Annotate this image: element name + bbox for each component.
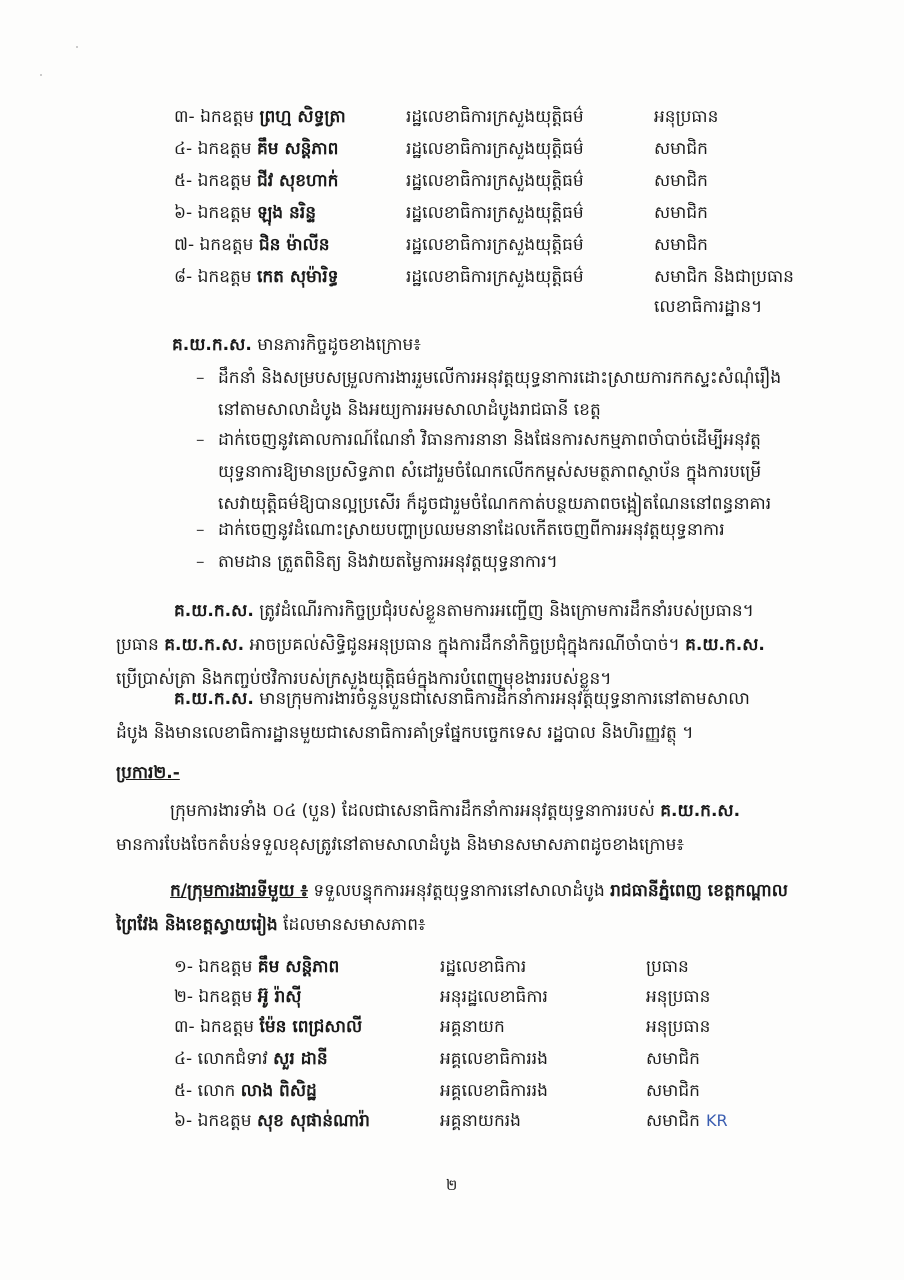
- member-row: [0, 1048, 904, 1078]
- member-title: លោក: [197, 1081, 236, 1101]
- member-row: [0, 234, 904, 264]
- member-role: អគ្គលេខាធិការរង: [440, 1081, 548, 1101]
- group-one-description: [116, 874, 836, 942]
- member-position: សមាជិក: [654, 139, 708, 159]
- member-role: រដ្ឋលេខាធិការ: [440, 957, 527, 977]
- committee-abbreviation: គ.យ.ក.ស.: [174, 689, 254, 709]
- member-row-continuation: [0, 296, 904, 326]
- member-position: អនុប្រធាន: [646, 987, 711, 1007]
- committee-abbreviation: គ.យ.ក.ស.: [174, 601, 254, 621]
- member-title: ឯកឧត្តម: [197, 171, 252, 191]
- duty-line: យុទ្ធនាការឱ្យមានប្រសិទ្ធភាព សំដៅរួមចំណែកលើកកម្ពស់សមត្ថភាពស្ថាប័ន ក្នុងការបម្រើ: [218, 462, 762, 482]
- paragraph-text: ដំបូង និងមានលេខាធិការដ្ឋានមួយជាសេនាធិការគាំទ្រផ្នែកបច្ចេកទេស រដ្ឋបាល និងហិរញ្ញវត្ថុ ។: [116, 723, 694, 743]
- paragraph-text: មានការបែងចែកតំបន់ទទួលខុសត្រូវនៅតាមសាលាដំបូង និងមានសមាសភាពដូចខាងក្រោម៖: [116, 835, 684, 855]
- member-title: ឯកឧត្តម: [197, 267, 252, 287]
- paragraph-text: ក្រុមការងារទាំង ០៤ (បួន) ដែលជាសេនាធិការដឹកនាំការអនុវត្តយុទ្ធនាការរបស់: [170, 801, 661, 821]
- member-number: ៥-: [174, 171, 193, 191]
- member-number: ៦-: [174, 203, 193, 223]
- member-number: ៣-: [174, 1017, 195, 1037]
- member-role: រដ្ឋលេខាធិការក្រសួងយុត្តិធម៌: [406, 203, 584, 223]
- scan-speck: [76, 46, 78, 48]
- committee-abbreviation: គ.យ.ក.ស.: [172, 335, 252, 355]
- member-row: [0, 138, 904, 168]
- article-heading: ប្រការ២.-: [116, 763, 180, 783]
- member-number: ៥-: [174, 1081, 193, 1101]
- region-names: ព្រៃវែង និងខេត្តស្វាយរៀង: [116, 915, 278, 935]
- member-role: រដ្ឋលេខាធិការក្រសួងយុត្តិធម៌: [406, 139, 584, 159]
- paragraph-text: ប្រើប្រាស់ត្រា និងកញ្ចប់ថវិការបស់ក្រសួងយុត្តិធម៌ក្នុងការបំពេញមុខងាររបស់ខ្លួន។: [116, 669, 612, 689]
- member-title: ឯកឧត្តម: [197, 139, 252, 159]
- member-name: គឹម សន្តិភាព: [256, 139, 339, 159]
- member-title: ឯកឧត្តម: [197, 203, 252, 223]
- committee-abbreviation: គ.យ.ក.ស.: [164, 635, 245, 655]
- member-row: [0, 106, 904, 136]
- paragraph-text: ត្រូវដំណើរការកិច្ចប្រជុំរបស់ខ្លួនតាមការអញ្ជើញ និងក្រោមការដឹកនាំរបស់ប្រធាន។: [253, 601, 754, 621]
- member-position: សមាជិក និងជាប្រធាន: [654, 267, 794, 287]
- member-name: គឹម សន្តិភាព: [257, 957, 340, 977]
- duty-line: ដឹកនាំ និងសម្របសម្រួលការងាររួមលើការអនុវត្តយុទ្ធនាការដោះស្រាយការកកស្ទះសំណុំរឿង: [218, 368, 782, 388]
- member-position: សមាជិក: [646, 1049, 700, 1069]
- article-body: [116, 794, 836, 862]
- dash-bullet-icon: –: [196, 520, 205, 540]
- member-name: ព្រហ្ម សិទ្ធត្រា: [259, 107, 346, 127]
- member-number: ៤-: [174, 1049, 193, 1069]
- member-role: រដ្ឋលេខាធិការក្រសួងយុត្តិធម៌: [406, 235, 584, 255]
- member-number: ៣-: [174, 107, 195, 127]
- paragraph-text: ទទួលបន្ទុកការអនុវត្តយុទ្ធនាការនៅសាលាដំបូង: [307, 881, 611, 901]
- member-role: អនុរដ្ឋលេខាធិការ: [440, 987, 548, 1007]
- member-number: ៦-: [174, 1111, 193, 1131]
- member-position: សមាជិក: [654, 203, 708, 223]
- dash-bullet-icon: –: [196, 368, 205, 388]
- member-title: ឯកឧត្តម: [199, 235, 254, 255]
- member-number: ៤-: [174, 139, 193, 159]
- member-position: អនុប្រធាន: [654, 107, 719, 127]
- member-name: លាង ពិសិដ្ឋ: [240, 1081, 317, 1101]
- member-title: ឯកឧត្តម: [200, 1017, 255, 1037]
- member-row: [0, 986, 904, 1016]
- member-name: សុខ សុផាន់ណារ៉ា: [256, 1111, 370, 1131]
- member-number: ៨-: [174, 267, 193, 287]
- handwritten-initials: KR: [705, 1111, 728, 1130]
- duty-line: នៅតាមសាលាដំបូង និងអយ្យការអមសាលាដំបូងរាជធានី ខេត្ត: [218, 400, 601, 420]
- member-number: ១-: [174, 957, 194, 977]
- member-name: ជីវ សុខហាក់: [256, 171, 339, 191]
- member-row: [0, 956, 904, 986]
- member-position-continued: លេខាធិការដ្ឋាន។: [654, 297, 763, 317]
- paragraph-text: អាចប្រគល់សិទ្ធិជូនអនុប្រធាន ក្នុងការដឹកនាំកិច្ចប្រជុំក្នុងករណីចាំបាច់។: [244, 635, 686, 655]
- member-position: សមាជិក: [654, 171, 708, 191]
- duties-intro: [172, 334, 421, 359]
- member-title: លោកជំទាវ: [197, 1049, 268, 1069]
- member-number: ២-: [174, 987, 194, 1007]
- member-position: សមាជិក: [654, 235, 708, 255]
- duty-line: ដាក់ចេញនូវដំណោះស្រាយបញ្ហាប្រឈមនានាដែលកើតចេញពីការអនុវត្តយុទ្ធនាការ: [218, 520, 725, 540]
- paragraph-text: ដែលមានសមាសភាព៖: [277, 915, 426, 935]
- member-position: អនុប្រធាន: [646, 1017, 711, 1037]
- member-role: រដ្ឋលេខាធិការក្រសួងយុត្តិធម៌: [406, 171, 584, 191]
- member-role: អគ្គនាយករង: [440, 1111, 521, 1131]
- member-title: ឯកឧត្តម: [198, 987, 253, 1007]
- member-row: [0, 1110, 904, 1140]
- scan-speck: [40, 74, 42, 76]
- duties-intro-text: មានភារកិច្ចដូចខាងក្រោម៖: [251, 335, 421, 355]
- duty-line: តាមដាន ត្រួតពិនិត្យ និងវាយតម្លៃការអនុវត្តយុទ្ធនាការ។: [218, 552, 558, 572]
- duty-line: សេវាយុត្តិធម៌ឱ្យបានល្អប្រសើរ ក៏ដូចជារួមចំណែកកាត់បន្ថយភាពចង្អៀតណែននៅពន្ធនាគារ: [218, 494, 772, 514]
- member-role: អគ្គលេខាធិការរង: [440, 1049, 548, 1069]
- region-names: រាជធានីភ្នំពេញ ខេត្តកណ្ដាល: [610, 881, 788, 901]
- page-number: ២: [446, 1176, 458, 1194]
- member-row: [0, 1080, 904, 1110]
- member-row: [0, 202, 904, 232]
- member-title: ឯកឧត្តម: [198, 957, 253, 977]
- member-name: ឡុង នរិន្ទ: [256, 203, 316, 223]
- duty-line: ដាក់ចេញនូវគោលការណ៍ណែនាំ វិធានការនានា និងផែនការសកម្មភាពចាំបាច់ដើម្បីអនុវត្ត: [218, 430, 761, 450]
- member-role: រដ្ឋលេខាធិការក្រសួងយុត្តិធម៌: [406, 267, 584, 287]
- dash-bullet-icon: –: [196, 552, 205, 572]
- member-name: ជិន ម៉ាលីន: [258, 235, 330, 255]
- member-row: [0, 170, 904, 200]
- member-role: អគ្គនាយក: [440, 1017, 505, 1037]
- committee-abbreviation: គ.យ.ក.ស.: [660, 801, 741, 821]
- paragraph-text: មានក្រុមការងារចំនួនបួនជាសេនាធិការដឹកនាំការអនុវត្តយុទ្ធនាការនៅតាមសាលា: [253, 689, 750, 709]
- member-name: ម៉ែន ពេជ្រសាលី: [259, 1017, 363, 1037]
- member-role: រដ្ឋលេខាធិការក្រសួងយុត្តិធម៌: [406, 107, 584, 127]
- group-label: ក/ក្រុមការងារទីមួយ ៖: [170, 881, 308, 901]
- committee-abbreviation: គ.យ.ក.ស.: [685, 635, 765, 655]
- paragraph-meetings: [116, 594, 836, 696]
- member-position: ប្រធាន: [646, 957, 689, 977]
- member-name: កេត សុម៉ារិទ្ធ: [256, 267, 339, 287]
- dash-bullet-icon: –: [196, 430, 205, 450]
- member-title: ឯកឧត្តម: [197, 1111, 252, 1131]
- member-position: សមាជិក: [646, 1111, 700, 1131]
- member-row: [0, 1016, 904, 1046]
- paragraph-text: ប្រធាន: [116, 635, 165, 655]
- member-number: ៧-: [174, 235, 195, 255]
- member-row: [0, 266, 904, 296]
- paragraph-working-groups: [116, 682, 836, 750]
- member-name: សួរ ដានី: [273, 1049, 328, 1069]
- member-position: សមាជិក: [646, 1081, 700, 1101]
- member-title: ឯកឧត្តម: [200, 107, 255, 127]
- member-name: អ៊ូ រ៉ាស៊ី: [257, 987, 302, 1007]
